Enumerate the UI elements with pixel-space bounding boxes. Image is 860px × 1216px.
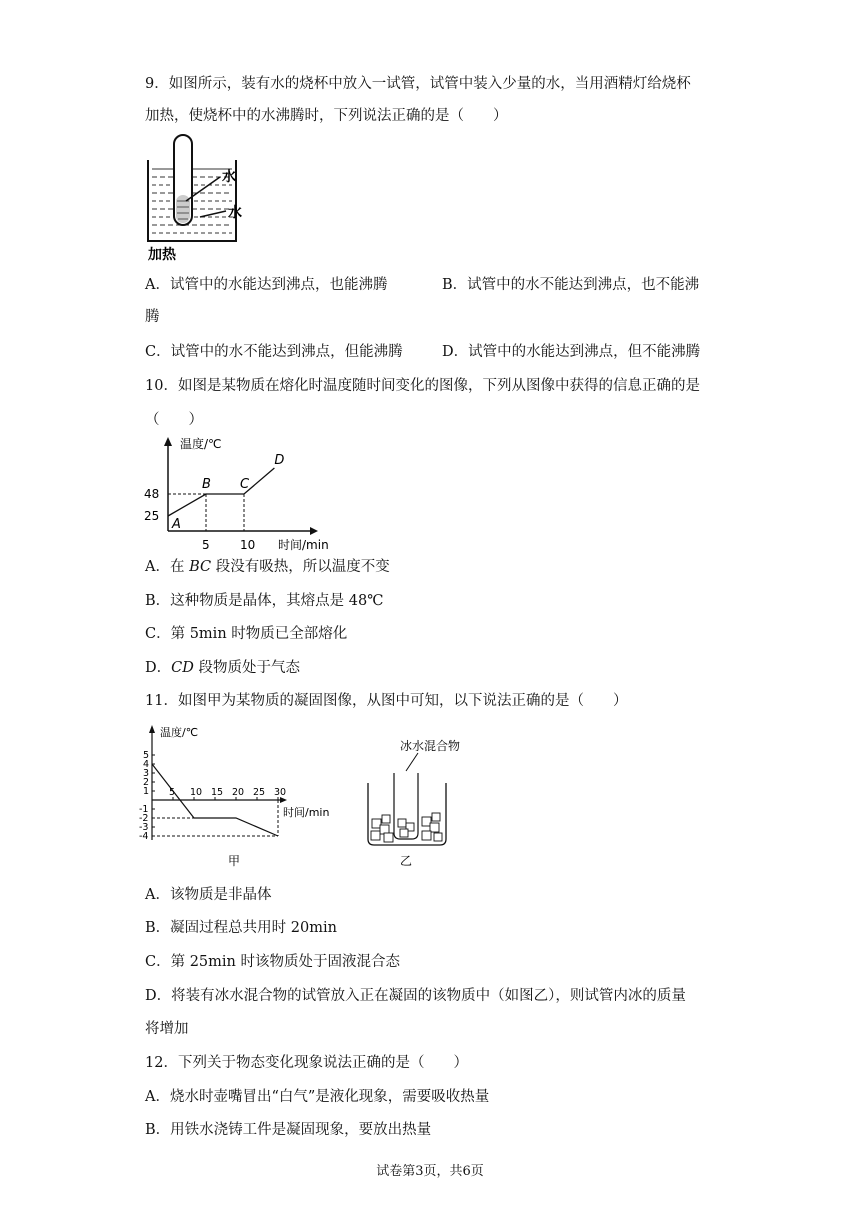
q10-point-b: B — [202, 477, 211, 492]
q9-option-a: A．试管中的水能达到沸点，也能沸腾 — [145, 277, 388, 293]
q10-point-a: A — [172, 517, 181, 532]
q11-x-label: 时间/min — [283, 806, 330, 819]
q9-option-b-line1: B．试管中的水不能达到沸点，也不能沸 — [442, 277, 700, 293]
q11-y-tick-4: 4 — [143, 759, 150, 770]
q11-y-tick-minus3: -3 — [139, 822, 149, 833]
q10-x-label: 时间/min — [278, 538, 329, 552]
q9-stem-line1: 9．如图所示，装有水的烧杯中放入一试管，试管中装入少量的水，当用酒精灯给烧杯 — [145, 76, 691, 92]
q11-option-b: B．凝固过程总共用时 20min — [145, 920, 337, 936]
q10-option-d: D．CD 段物质处于气态 — [145, 660, 300, 676]
q10-x-tick-10: 10 — [240, 538, 256, 552]
q11-y-tick-1: 1 — [143, 786, 150, 797]
q11-caption-jia: 甲 — [228, 854, 241, 868]
q11-solidification-chart — [140, 722, 340, 872]
q11-y-tick-2: 2 — [143, 777, 150, 788]
q10-series-line — [168, 468, 274, 516]
page-footer: 试卷第3页，共6页 — [376, 1164, 484, 1179]
q11-y-tick-5: 5 — [143, 750, 150, 761]
q11-stem: 11．如图甲为某物质的凝固图像，从图中可知，以下说法正确的是（ ） — [145, 693, 628, 709]
q10-stem-line1: 10．如图是某物质在熔化时温度随时间变化的图像，下列从图像中获得的信息正确的是 — [145, 378, 700, 394]
q11-x-tick-10: 10 — [190, 787, 203, 798]
q9-label-water-tube: 水 — [222, 169, 236, 185]
q11-label-ice-water: 冰水混合物 — [400, 739, 461, 753]
q9-label-heat: 加热 — [148, 247, 176, 263]
q9-option-b-line2: 腾 — [145, 309, 160, 325]
q11-x-tick-25: 25 — [253, 787, 266, 798]
q11-caption-yi: 乙 — [400, 854, 413, 868]
q11-x-tick-30: 30 — [274, 787, 287, 798]
q9-label-water-beaker: 水 — [228, 205, 242, 221]
q10-melting-chart — [140, 436, 350, 556]
q10-y-label: 温度/℃ — [180, 437, 222, 451]
q10-y-tick-25: 25 — [144, 509, 160, 523]
q10-stem-line2: （ ） — [145, 412, 203, 428]
q10-x-tick-5: 5 — [202, 538, 210, 552]
q10-option-a: A．在 BC 段没有吸热，所以温度不变 — [145, 559, 390, 575]
q11-option-d-line1: D．将装有冰水混合物的试管放入正在凝固的该物质中（如图乙），则试管内冰的质量 — [145, 988, 686, 1004]
q10-y-tick-48: 48 — [144, 487, 160, 501]
q10-point-c: C — [240, 477, 250, 492]
q11-option-c: C．第 25min 时该物质处于固液混合态 — [145, 954, 400, 970]
q11-x-tick-5: 5 — [169, 787, 176, 798]
q9-figure-beaker — [140, 135, 260, 263]
q10-option-b: B．这种物质是晶体，其熔点是 48℃ — [145, 593, 384, 609]
q11-y-tick-minus1: -1 — [139, 804, 149, 815]
q11-y-tick-minus4: -4 — [139, 831, 149, 842]
q11-figure-yi — [362, 735, 462, 870]
q11-x-tick-15: 15 — [211, 787, 224, 798]
q12-option-b: B．用铁水浇铸工件是凝固现象，要放出热量 — [145, 1122, 432, 1138]
q11-option-a: A．该物质是非晶体 — [145, 887, 272, 903]
q11-option-d-line2: 将增加 — [145, 1021, 189, 1037]
q9-option-c: C．试管中的水不能达到沸点，但能沸腾 — [145, 344, 403, 360]
q12-option-a: A．烧水时壶嘴冒出“白气”是液化现象，需要吸收热量 — [145, 1089, 490, 1105]
q11-x-tick-20: 20 — [232, 787, 245, 798]
q10-point-d: D — [274, 453, 285, 468]
q9-option-d: D．试管中的水能达到沸点，但不能沸腾 — [442, 344, 701, 360]
q12-stem: 12．下列关于物态变化现象说法正确的是（ ） — [145, 1055, 468, 1071]
q11-y-tick-3: 3 — [143, 768, 150, 779]
q9-stem-line2: 加热，使烧杯中的水沸腾时，下列说法正确的是（ ） — [145, 108, 508, 124]
q11-y-tick-minus2: -2 — [139, 813, 149, 824]
q10-option-c: C．第 5min 时物质已全部熔化 — [145, 626, 348, 642]
q11-y-label: 温度/℃ — [160, 726, 199, 739]
